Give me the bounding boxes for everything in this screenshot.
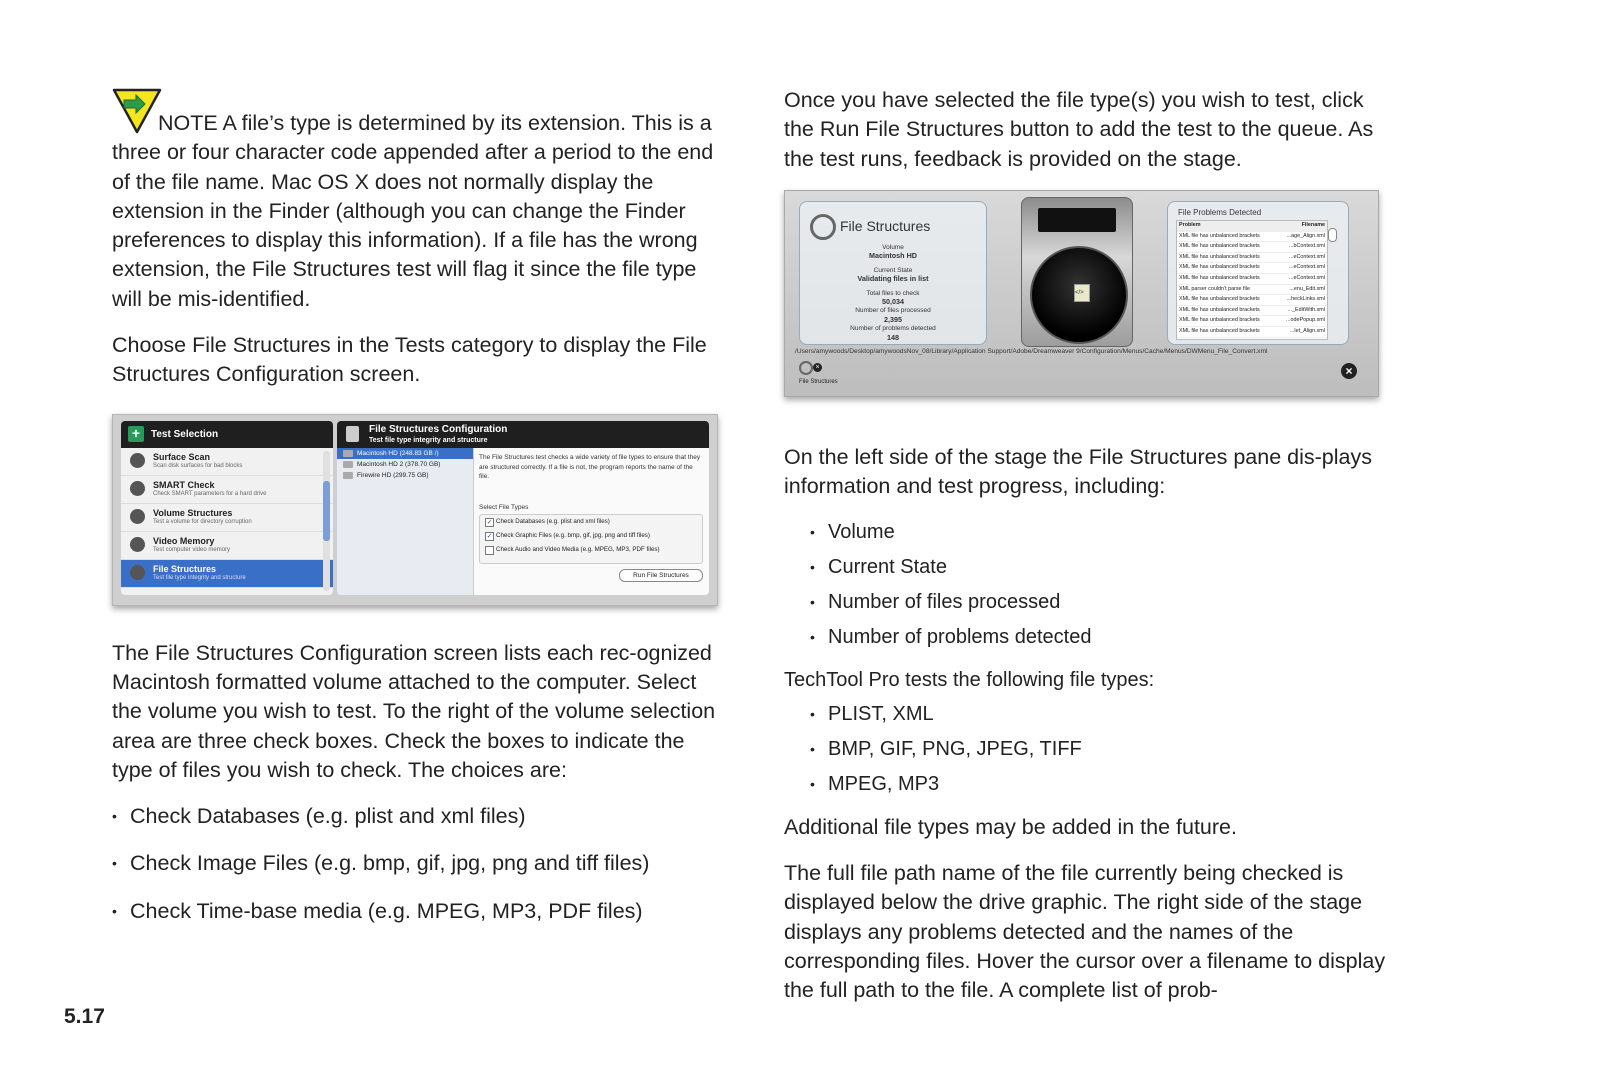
file-type-checkboxes	[479, 514, 703, 564]
note-paragraph: NOTE A file’s type is determined by its extension. This is a three or four character code appended after a period to the end of the file name. Mac OS X does not normally display the extension in the Finder (although you can change the Finder preferences to display this information). If a file has the wrong extension, the File Structures test will flag it since the file type will be mis-identified.	[112, 111, 714, 311]
full-path-paragraph: The full file path name of the file currently being checked is displayed below the drive graphic. The right side of the stage displays any problems detected and the names of the corresponding files. Hover the cursor over a filename to display the full path to the file. A complete list of prob-	[784, 861, 1386, 1003]
file-type-checkbox	[480, 515, 702, 529]
file-problems-pane	[1167, 201, 1349, 345]
problem-cell: XML file has unbalanced brackets	[1179, 317, 1260, 324]
table-row	[1177, 285, 1327, 296]
file-structures-configuration-screenshot	[112, 414, 718, 606]
file-structures-pane	[799, 201, 987, 345]
problem-cell: XML file has unbalanced brackets	[1179, 243, 1260, 250]
checkbox-label: Check Graphic Files (e.g. bmp, gif, jpg, png and tiff files)	[496, 532, 650, 539]
left-side-paragraph: On the left side of the stage the File Structures pane dis-plays information and test progress, including:	[784, 444, 1372, 499]
test-description: Test computer video memory	[153, 547, 231, 553]
additional-paragraph: Additional file types may be added in the future.	[784, 814, 1237, 839]
test-description: Test file type integrity and structure	[153, 575, 246, 581]
filename-cell: ...age_Align.xml	[1286, 232, 1325, 239]
problems-title: File Problems Detected	[1178, 208, 1262, 217]
list-item: • Check Image Files (e.g. bmp, gif, jpg, png and tiff files)	[112, 849, 717, 878]
problem-cell: XML file has unbalanced brackets	[1179, 253, 1260, 260]
filename-cell: ...odePopup.xml	[1286, 317, 1325, 324]
test-title: File Structures	[153, 564, 217, 574]
document-icon	[346, 426, 359, 442]
test-icon	[130, 537, 145, 552]
list-item: • Current State	[810, 553, 1399, 582]
list-item: • Number of files processed	[810, 588, 1399, 617]
current-file-path: /Users/amywoods/Desktop/amywoodsNov_08/Library/Application Support/Adobe/Dreamweaver 9/Configuration/Menus/Cache/Menus/DWMenu_File_Convert.xml	[795, 348, 1268, 355]
problems-table-header: Problem Filename	[1177, 221, 1327, 232]
filename-cell: ...let_Align.xml	[1289, 327, 1325, 334]
test-icon	[130, 453, 145, 468]
checkbox-icon	[485, 546, 494, 555]
test-selection-header: + Test Selection	[121, 421, 333, 448]
test-title: Video Memory	[153, 536, 215, 546]
magnifier-icon	[810, 214, 836, 240]
select-file-types-label: Select File Types	[479, 504, 529, 511]
table-row	[1177, 242, 1327, 253]
table-row	[1177, 338, 1327, 340]
configuration-header: File Structures Configuration Test file type integrity and structure	[337, 421, 709, 448]
test-icon	[130, 565, 145, 580]
test-item	[121, 560, 333, 588]
table-row	[1177, 306, 1327, 317]
volume-list	[337, 448, 474, 595]
filename-cell: ...eContext.xml	[1289, 264, 1325, 271]
checkbox-label: Check Audio and Video Media (e.g. MPEG, MP3, PDF files)	[496, 546, 660, 553]
volume-item: Macintosh HD 2 (378.70 GB)	[337, 459, 473, 470]
filename-cell: ...bContext.xml	[1289, 243, 1325, 250]
problem-cell: XML parser couldn't parse file	[1179, 285, 1250, 292]
table-row	[1177, 253, 1327, 264]
list-item: • BMP, GIF, PNG, JPEG, TIFF	[810, 735, 1399, 764]
queue-item-label: File Structures	[799, 379, 838, 385]
list-item: • Check Databases (e.g. plist and xml files)	[112, 802, 717, 831]
filename-cell	[1278, 338, 1327, 340]
filename-cell: ..._EditWith.xml	[1287, 306, 1325, 313]
test-description: The File Structures test checks a wide variety of file types to ensure that they are structured correctly. If a file is not, the program reports the name of the file.	[479, 454, 701, 480]
list-item: • Volume	[810, 518, 1399, 547]
table-row	[1177, 274, 1327, 285]
test-item	[121, 448, 333, 476]
tested-types-list	[810, 700, 1399, 799]
table-row	[1177, 316, 1327, 327]
pane-title: File Structures	[840, 218, 931, 234]
volume-item: Macintosh HD (248.83 GB /)	[337, 448, 473, 459]
test-description: Scan disk surfaces for bad blocks	[153, 463, 243, 469]
plus-icon: +	[128, 426, 144, 442]
test-selection-sidebar	[121, 421, 333, 595]
test-title: Volume Structures	[153, 508, 233, 518]
pane-stats: Volume Macintosh HD Current State Validating files in list Total files to check 50,034 Number of files processed 2,395 Number of problems detected 148	[850, 244, 936, 342]
run-file-structures-button: Run File Structures	[619, 569, 703, 582]
problem-cell: XML file has unbalanced brackets	[1179, 264, 1260, 271]
filename-cell: ...enu_Edit.xml	[1289, 285, 1325, 292]
configuration-panel	[337, 421, 709, 595]
close-stage-icon: ×	[1341, 363, 1357, 379]
problems-scrollbar	[1328, 228, 1337, 242]
sidebar-scrollbar	[323, 451, 330, 591]
checkbox-icon: ✓	[486, 519, 493, 526]
problem-cell: XML file has unbalanced brackets	[1179, 274, 1260, 281]
tests-intro: TechTool Pro tests the following file types:	[784, 669, 1155, 692]
table-row	[1177, 327, 1327, 338]
test-item	[121, 504, 333, 532]
magnifier-icon	[799, 361, 813, 375]
problem-cell: XML file has unbalanced brackets	[1179, 306, 1260, 313]
filename-cell: ...eContext.xml	[1289, 253, 1325, 260]
problem-cell	[1177, 338, 1278, 340]
test-title: Surface Scan	[153, 452, 211, 462]
list-item: • Number of problems detected	[810, 623, 1399, 652]
hard-drive-icon	[1021, 197, 1133, 347]
checkbox-label: Check Databases (e.g. plist and xml files)	[496, 518, 610, 525]
problem-cell: XML file has unbalanced brackets	[1179, 296, 1260, 303]
file-type-checkbox	[480, 529, 702, 543]
table-row	[1177, 263, 1327, 274]
file-type-options-list	[112, 802, 717, 926]
test-description: Test a volume for directory corruption	[153, 519, 252, 525]
filename-cell: ...heckLinks.xml	[1286, 296, 1325, 303]
list-item: • Check Time-base media (e.g. MPEG, MP3, PDF files)	[112, 897, 717, 926]
test-description: Check SMART parameters for a hard drive	[153, 491, 267, 497]
page-number: 5.17	[64, 1005, 105, 1028]
test-icon	[130, 509, 145, 524]
config-paragraph: The File Structures Configuration screen lists each rec-ognized Macintosh formatted volume attached to the computer. Select the volume you wish to test. To the right of the volume selection area are three check boxes. Check the boxes to indicate the type of files you wish to check. The choices are:	[112, 640, 716, 782]
progress-list	[810, 518, 1399, 652]
test-icon	[130, 481, 145, 496]
close-icon: ×	[813, 363, 822, 372]
xml-file-icon: </>	[1074, 284, 1090, 302]
filename-cell: ...eContext.xml	[1289, 274, 1325, 281]
list-item: • PLIST, XML	[810, 700, 1399, 729]
test-item	[121, 476, 333, 504]
once-paragraph: Once you have selected the file type(s) you wish to test, click the Run File Structures button to add the test to the queue. As the test runs, feedback is provided on the stage.	[784, 88, 1374, 171]
problem-cell: XML file has unbalanced brackets	[1179, 327, 1260, 334]
checkbox-icon: ✓	[486, 533, 493, 540]
queue-item	[799, 361, 819, 375]
problems-table	[1176, 220, 1328, 340]
test-item	[121, 532, 333, 560]
table-row	[1177, 295, 1327, 306]
problem-cell: XML file has unbalanced brackets	[1179, 232, 1260, 239]
test-title: SMART Check	[153, 480, 215, 490]
file-structures-stage-screenshot	[784, 190, 1379, 397]
volume-item: Firewire HD (299.75 GB)	[337, 470, 473, 481]
file-type-checkbox	[480, 543, 702, 557]
choose-paragraph: Choose File Structures in the Tests category to display the File Structures Configuration screen.	[112, 333, 707, 387]
list-item: • MPEG, MP3	[810, 770, 1399, 799]
table-row	[1177, 232, 1327, 243]
